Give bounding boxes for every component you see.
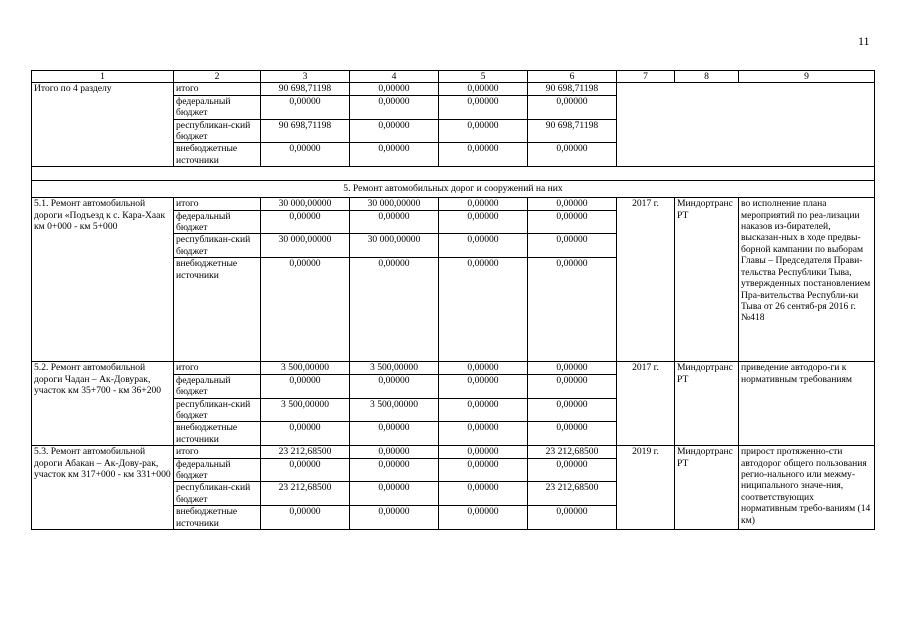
amount-cell: 0,00000 — [261, 422, 350, 446]
funding-source-label: федеральный бюджет — [174, 458, 261, 482]
amount-cell: 0,00000 — [261, 258, 350, 362]
amount-cell: 0,00000 — [528, 95, 617, 119]
agency-cell: Миндортранс РТ — [675, 446, 739, 530]
amount-cell: 0,00000 — [439, 446, 528, 458]
agency-cell: Миндортранс РТ — [675, 198, 739, 362]
col-header: 3 — [261, 71, 350, 83]
funding-source-label: итого — [174, 83, 261, 95]
spacer-row — [32, 167, 875, 181]
amount-cell: 23 212,68500 — [261, 446, 350, 458]
amount-cell: 0,00000 — [528, 362, 617, 374]
amount-cell: 0,00000 — [439, 506, 528, 530]
amount-cell: 0,00000 — [261, 458, 350, 482]
table-row — [32, 198, 875, 210]
amount-cell: 30 000,00000 — [261, 234, 350, 258]
amount-cell: 0,00000 — [528, 374, 617, 398]
amount-cell: 90 698,71198 — [261, 119, 350, 143]
funding-source-label: внебюджетные источники — [174, 143, 261, 167]
amount-cell: 0,00000 — [350, 446, 439, 458]
amount-cell: 3 500,00000 — [261, 362, 350, 374]
col-header: 6 — [528, 71, 617, 83]
amount-cell: 0,00000 — [528, 422, 617, 446]
amount-cell: 3 500,00000 — [350, 362, 439, 374]
amount-cell: 0,00000 — [439, 119, 528, 143]
amount-cell: 0,00000 — [261, 506, 350, 530]
table-row — [32, 83, 875, 95]
funding-source-label: республикан-ский бюджет — [174, 234, 261, 258]
amount-cell: 90 698,71198 — [528, 119, 617, 143]
measure-name: 5.2. Ремонт автомобильной дороги Чадан – Ак-Довурак, участок км 35+700 - км 36+200 — [32, 362, 174, 446]
empty-cell — [617, 83, 875, 167]
col-header: 8 — [675, 71, 739, 83]
year-cell: 2019 г. — [617, 446, 675, 530]
amount-cell: 0,00000 — [350, 143, 439, 167]
amount-cell: 0,00000 — [439, 234, 528, 258]
result-description: приведение автодоро-ги к нормативным требованиям — [739, 362, 875, 446]
amount-cell: 30 000,00000 — [350, 198, 439, 210]
spacer-cell — [32, 167, 875, 181]
funding-source-label: федеральный бюджет — [174, 210, 261, 234]
header-row — [32, 71, 875, 83]
amount-cell: 0,00000 — [439, 482, 528, 506]
amount-cell: 0,00000 — [261, 374, 350, 398]
col-header: 9 — [739, 71, 875, 83]
amount-cell: 0,00000 — [528, 198, 617, 210]
amount-cell: 0,00000 — [439, 398, 528, 422]
funding-source-label: федеральный бюджет — [174, 374, 261, 398]
amount-cell: 0,00000 — [439, 458, 528, 482]
amount-cell: 0,00000 — [261, 143, 350, 167]
funding-source-label: внебюджетные источники — [174, 258, 261, 362]
total-title: Итого по 4 разделу — [32, 83, 174, 167]
amount-cell: 0,00000 — [350, 374, 439, 398]
amount-cell: 3 500,00000 — [261, 398, 350, 422]
year-cell: 2017 г. — [617, 362, 675, 446]
measure-name: 5.3. Ремонт автомобильной дороги Абакан – Ак-Дову-рак, участок км 317+000 - км 331+000 — [32, 446, 174, 530]
funding-source-label: внебюджетные источники — [174, 506, 261, 530]
amount-cell: 90 698,71198 — [528, 83, 617, 95]
amount-cell: 0,00000 — [261, 95, 350, 119]
program-table — [31, 70, 875, 530]
funding-source-label: итого — [174, 362, 261, 374]
col-header: 5 — [439, 71, 528, 83]
funding-source-label: итого — [174, 446, 261, 458]
amount-cell: 0,00000 — [439, 83, 528, 95]
result-description: прирост протяженно-сти автодорог общего пользования регио-нального или межму-ниципального значе-ния, соответствующих нормативным требо-ваниям (14 км) — [739, 446, 875, 530]
page-number: 11 — [858, 34, 870, 48]
amount-cell: 0,00000 — [439, 95, 528, 119]
amount-cell: 0,00000 — [439, 198, 528, 210]
amount-cell: 0,00000 — [439, 362, 528, 374]
amount-cell: 0,00000 — [528, 506, 617, 530]
amount-cell: 0,00000 — [528, 258, 617, 362]
table-row — [32, 446, 875, 458]
funding-source-label: республикан-ский бюджет — [174, 398, 261, 422]
table-row — [32, 362, 875, 374]
amount-cell: 0,00000 — [439, 143, 528, 167]
section-title: 5. Ремонт автомобильных дорог и сооружений на них — [32, 181, 875, 198]
amount-cell: 23 212,68500 — [528, 482, 617, 506]
funding-source-label: республикан-ский бюджет — [174, 482, 261, 506]
amount-cell: 3 500,00000 — [350, 398, 439, 422]
amount-cell: 0,00000 — [350, 119, 439, 143]
funding-source-label: итого — [174, 198, 261, 210]
result-description: во исполнение плана мероприятий по реа-лизации наказов из-бирателей, высказан-ных в ходе предвы-борной кампании по выборам Главы – Председателя Прави-тельства Республики Тыва, утвержденных постановлением Пра-вительства Республи-ки Тыва от 26 сентяб-ря 2016 г. №418 — [739, 198, 875, 362]
amount-cell: 0,00000 — [350, 258, 439, 362]
amount-cell: 0,00000 — [439, 258, 528, 362]
col-header: 4 — [350, 71, 439, 83]
col-header: 1 — [32, 71, 174, 83]
agency-cell: Миндортранс РТ — [675, 362, 739, 446]
amount-cell: 0,00000 — [350, 210, 439, 234]
amount-cell: 0,00000 — [350, 422, 439, 446]
amount-cell: 0,00000 — [350, 83, 439, 95]
amount-cell: 0,00000 — [350, 506, 439, 530]
amount-cell: 0,00000 — [261, 210, 350, 234]
section-row — [32, 181, 875, 198]
amount-cell: 23 212,68500 — [261, 482, 350, 506]
col-header: 2 — [174, 71, 261, 83]
measure-name: 5.1. Ремонт автомобильной дороги «Подъезд к с. Кара-Хаак км 0+000 - км 5+000 — [32, 198, 174, 362]
amount-cell: 23 212,68500 — [528, 446, 617, 458]
amount-cell: 0,00000 — [528, 210, 617, 234]
amount-cell: 0,00000 — [439, 422, 528, 446]
col-header: 7 — [617, 71, 675, 83]
year-cell: 2017 г. — [617, 198, 675, 362]
amount-cell: 0,00000 — [528, 143, 617, 167]
amount-cell: 0,00000 — [528, 458, 617, 482]
amount-cell: 0,00000 — [528, 398, 617, 422]
amount-cell: 0,00000 — [350, 482, 439, 506]
amount-cell: 30 000,00000 — [350, 234, 439, 258]
funding-source-label: республикан-ский бюджет — [174, 119, 261, 143]
amount-cell: 0,00000 — [528, 234, 617, 258]
funding-source-label: внебюджетные источники — [174, 422, 261, 446]
amount-cell: 0,00000 — [350, 95, 439, 119]
amount-cell: 0,00000 — [350, 458, 439, 482]
amount-cell: 30 000,00000 — [261, 198, 350, 210]
funding-source-label: федеральный бюджет — [174, 95, 261, 119]
amount-cell: 0,00000 — [439, 210, 528, 234]
amount-cell: 90 698,71198 — [261, 83, 350, 95]
amount-cell: 0,00000 — [439, 374, 528, 398]
